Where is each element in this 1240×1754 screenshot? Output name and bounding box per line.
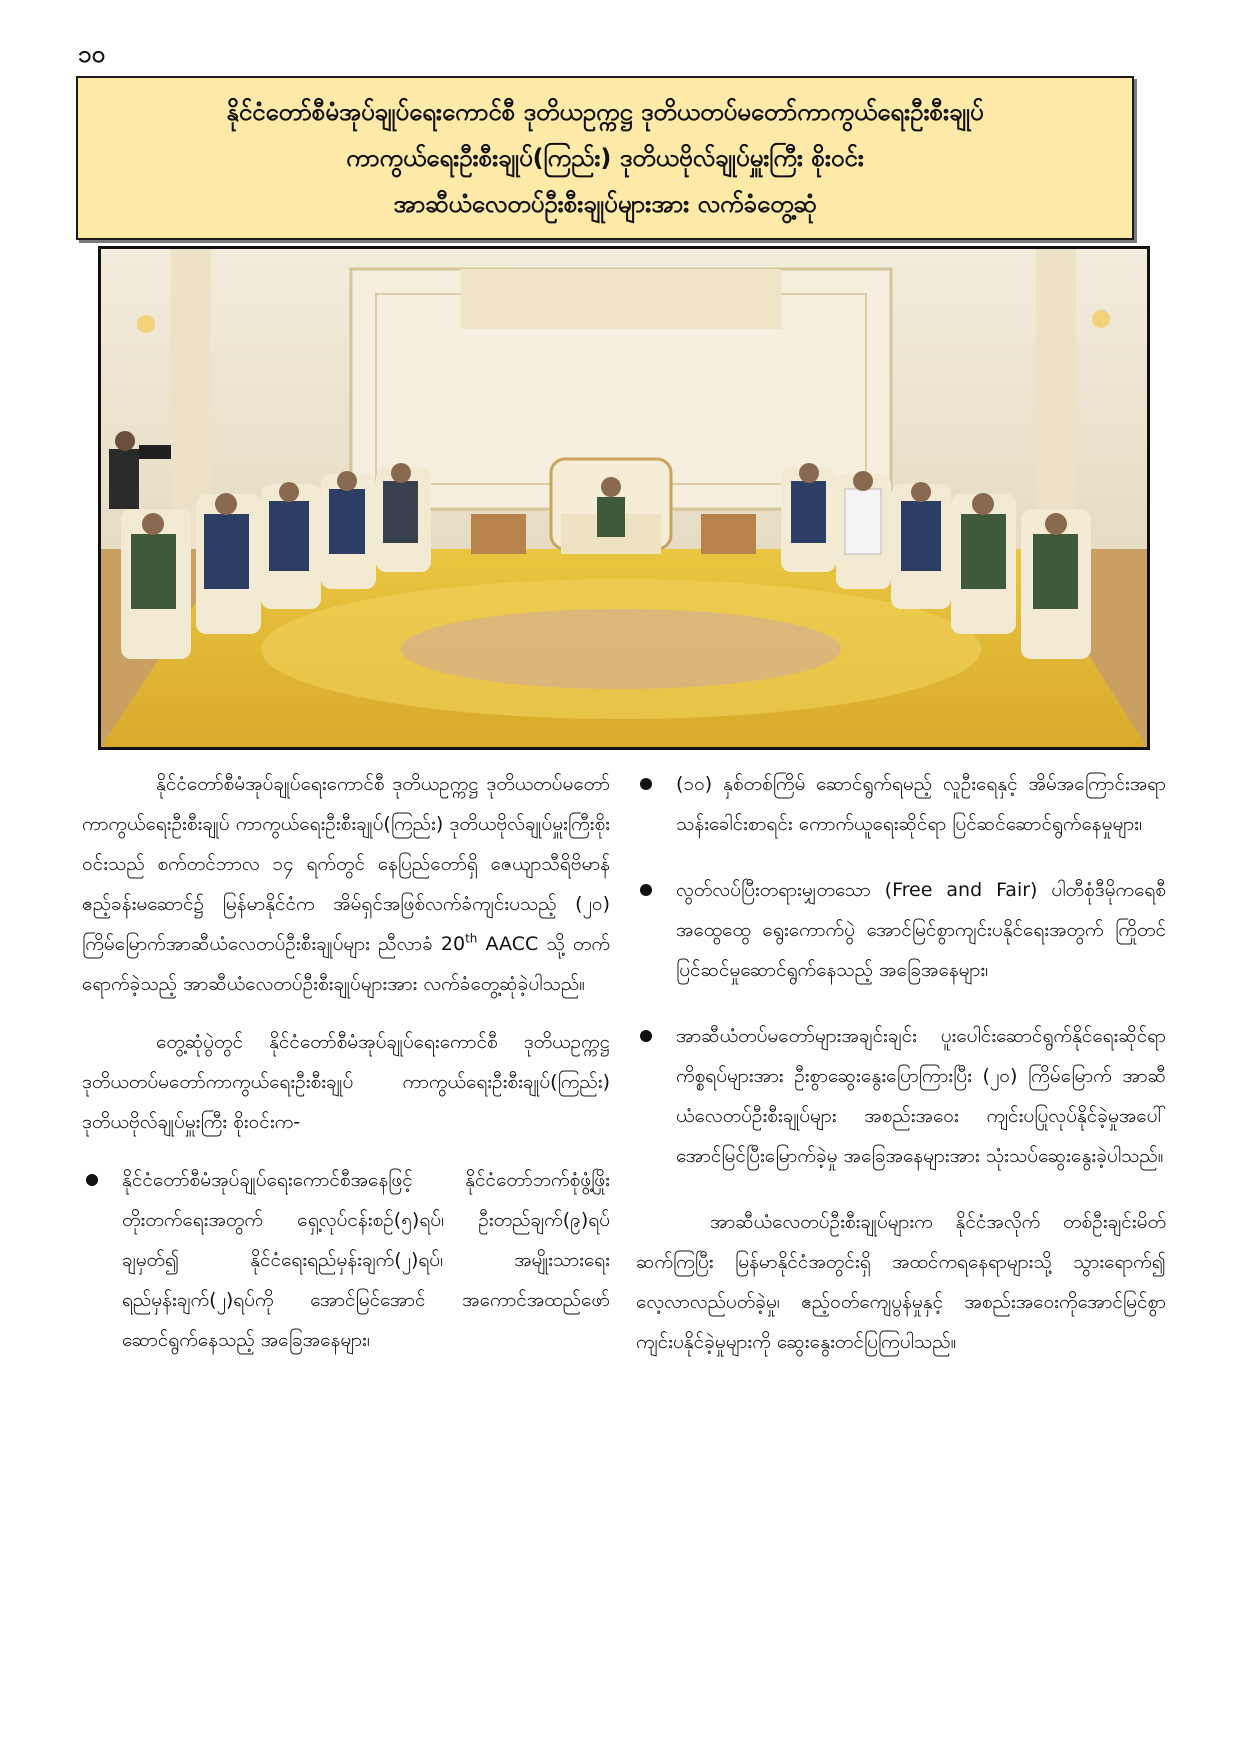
bullet-item [636,764,1166,844]
headline-box [76,76,1134,240]
bullet-dot-icon [640,1030,652,1042]
meeting-photo [98,246,1150,750]
bullet-text: လွတ်လပ်ပြီးတရားမျှတသော (Free and Fair) ပါတီစုံဒီမိုကရေစီအထွေထွေ ရွေးကောက်ပွဲ အောင်မြင်စွာကျင်းပနိုင်ရေးအတွက် ကြိုတင်ပြင်ဆင်မှုဆောင်ရွက်နေသည့် အခြေအနေများ၊ [676,879,1166,981]
intro-paragraph [82,764,610,1004]
bullet-dot-icon [640,884,652,896]
bullet-dot-icon [86,1174,98,1186]
bullet-item [636,870,1166,990]
ordinal-suffix: th [465,931,478,946]
intro-text-part-2: AACC သို့ တက်ရောက်ခဲ့သည့် အာဆီယံလေတပ်ဦးစီးချုပ်များအား လက်ခံတွေ့ဆုံခဲ့ပါသည်။ [82,933,610,995]
bullet-text: နိုင်ငံတော်စီမံအုပ်ချုပ်ရေးကောင်စီအနေဖြင့် နိုင်ငံတော်ဘက်စုံဖွံ့ဖြိုးတိုးတက်ရေးအတွက် ရှေ့လုပ်ငန်းစဉ်(၅)ရပ်၊ ဦးတည်ချက်(၉)ရပ် ချမှတ်၍ နိုင်ငံရေးရည်မှန်းချက်(၂)ရပ်၊ အမျိုးသားရေးရည်မှန်းချက်(၂)ရပ်ကို အောင်မြင်အောင် အကောင်အထည်ဖော် ဆောင်ရွက်နေသည့် အခြေအနေများ၊ [122,1169,610,1351]
left-column [82,764,610,1386]
bullet-text: (၁၀) နှစ်တစ်ကြိမ် ဆောင်ရွက်ရမည့် လူဦးရေနှင့် အိမ်အကြောင်းအရာ သန်းခေါင်းစာရင်း ကောက်ယူရေးဆိုင်ရာ ပြင်ဆင်ဆောင်ရွက်နေမှုများ၊ [676,773,1166,835]
bullet-text: အာဆီယံတပ်မတော်များအချင်းချင်း ပူးပေါင်းဆောင်ရွက်နိုင်ရေးဆိုင်ရာကိစ္စရပ်များအား ဦးစွာဆွေးနွေးပြောကြားပြီး (၂၀) ကြိမ်မြောက် အာဆီယံလေတပ်ဦးစီးချုပ်များ အစည်းအဝေး ကျင်းပပြုလုပ်နိုင်ခဲ့မှုအပေါ် အောင်မြင်ပြီးမြောက်ခဲ့မှု အခြေအနေများအား သုံးသပ်ဆွေးနွေးခဲ့ပါသည်။ [676,1025,1166,1167]
page-number: ၁၀ [78,40,105,68]
bullet-dot-icon [640,778,652,790]
headline-line-3: အာဆီယံလေတပ်ဦးစီးချုပ်များအား လက်ခံတွေ့ဆုံ [393,190,817,218]
intro-text-part-1: နိုင်ငံတော်စီမံအုပ်ချုပ်ရေးကောင်စီ ဒုတိယဥက္ကဋ္ဌ ဒုတိယတပ်မတော်ကာကွယ်ရေးဦးစီးချုပ် ကာကွယ်ရေးဦးစီးချုပ်(ကြည်း) ဒုတိယဗိုလ်ချုပ်မှူးကြီးစိုးဝင်းသည် စက်တင်ဘာလ ၁၄ ရက်တွင် နေပြည်တော်ရှိ ဇေယျာသီရိဗိမာန် ဧည့်ခန်းမဆောင်၌ မြန်မာနိုင်ငံက အိမ်ရှင်အဖြစ်လက်ခံကျင်းပသည့် (၂၀) ကြိမ်မြောက်အာဆီယံလေတပ်ဦးစီးချုပ်များ ညီလာခံ 20 [82,773,610,955]
headline-line-1: နိုင်ငံတော်စီမံအုပ်ချုပ်ရေးကောင်စီ ဒုတိယဥက္ကဋ္ဌ ဒုတိယတပ်မတော်ကာကွယ်ရေးဦးစီးချုပ် [226,98,984,126]
right-column [636,764,1166,1380]
closing-paragraph: အာဆီယံလေတပ်ဦးစီးချုပ်များက နိုင်ငံအလိုက် တစ်ဦးချင်းမိတ်ဆက်ကြပြီး မြန်မာနိုင်ငံအတွင်းရှိ အထင်ကရနေရာများသို့ သွားရောက်၍ လေ့လာလည်ပတ်ခဲ့မှု၊ ဧည့်ဝတ်ကျေပွန်မှုနှင့် အစည်းအဝေးကိုအောင်မြင်စွာ ကျင်းပနိုင်ခဲ့မှုများကို ဆွေးနွေးတင်ပြကြပါသည်။ [636,1211,1166,1353]
bullet-item [82,1160,610,1360]
headline-line-2: ကာကွယ်ရေးဦးစီးချုပ်(ကြည်း) ဒုတိယဗိုလ်ချုပ်မှူးကြီး စိုးဝင်း [346,144,864,172]
meeting-paragraph: တွေ့ဆုံပွဲတွင် နိုင်ငံတော်စီမံအုပ်ချုပ်ရေးကောင်စီ ဒုတိယဥက္ကဋ္ဌ ဒုတိယတပ်မတော်ကာကွယ်ရေးဦးစီးချုပ် ကာကွယ်ရေးဦးစီးချုပ်(ကြည်း) ဒုတိယဗိုလ်ချုပ်မှူးကြီး စိုးဝင်းက- [82,1031,610,1133]
bullet-item [636,1016,1166,1176]
